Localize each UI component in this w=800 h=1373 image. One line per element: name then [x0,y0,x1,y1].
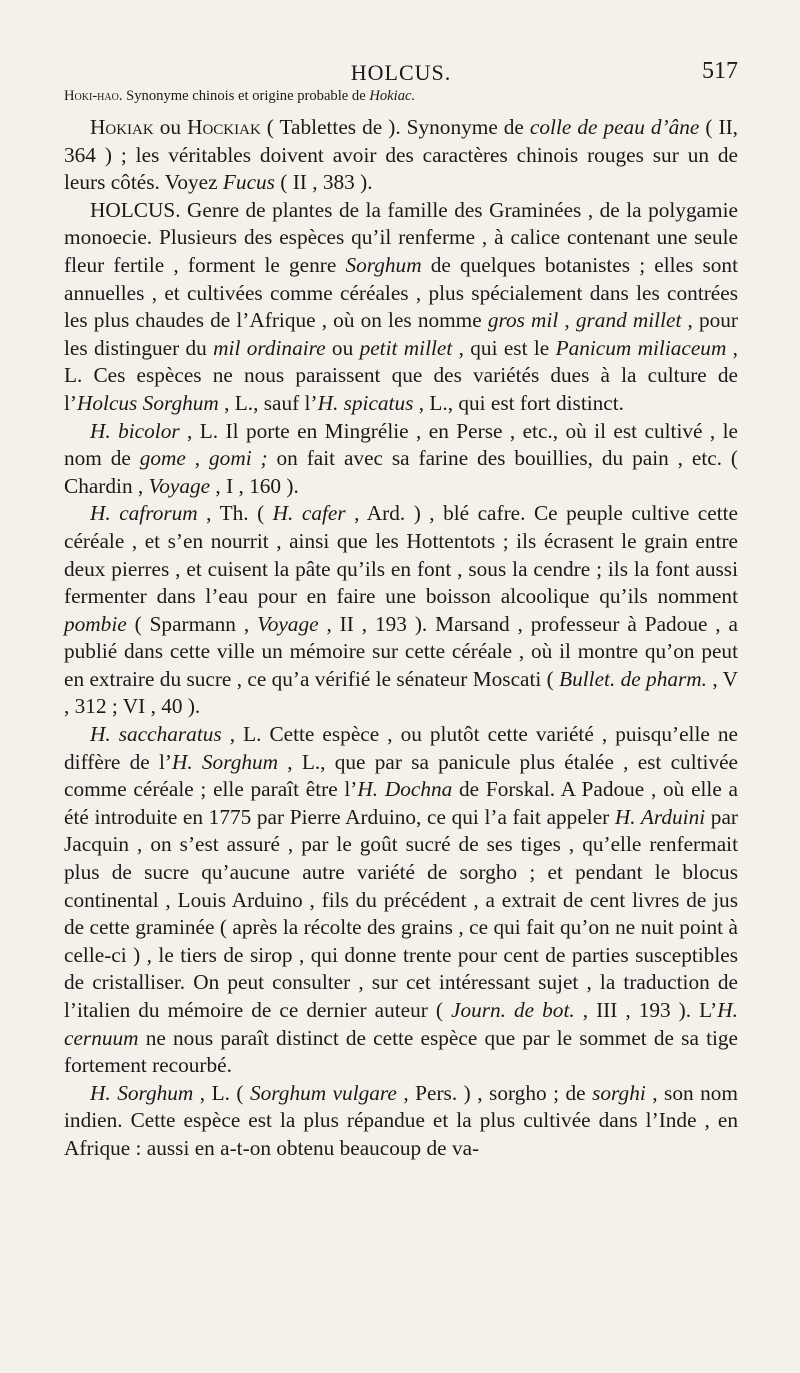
species-name: H. Sorghum [90,1080,194,1105]
italic-term: gome [139,446,186,471]
entry-h-bicolor [64,418,738,501]
italic-term: grand millet [575,308,682,333]
headword: HOLCUS. [90,197,181,222]
entry-hoki-hao [64,86,738,106]
species-name: H. cafrorum [90,501,198,526]
entry-text: on fait avec sa farine des bouillies, du pain , etc. ( Chardin , [64,446,738,498]
entry-text: , [185,446,210,471]
italic-term: Voyage [148,473,211,498]
italic-term: H. cafer [272,501,346,526]
entry-text: , Pers. ) , sorgho ; de [396,1080,593,1105]
headword: Hoki-hao. [64,88,123,104]
entry-text: , pour les distinguer du [64,308,738,360]
entry-text: , Ard. ) , blé cafre. Ce peuple cultive cette céréale , et s’en nourrit , ainsi que les Hottentots ; ils écrasent le grain entre deux pierres , et cuisent la pâte qu’ils en font , sous la cendre ; ils la font aussi fermenter dans l’eau pour en faire une boisson alcoolique qu’ils nomment [64,501,738,609]
entry-holcus [64,197,738,418]
entry-text: ou [325,335,360,360]
italic-term: H. Dochna [357,777,453,802]
entry-text: , L. Il porte en Mingrélie , en Perse , etc., où il est cultivé , le nom de [64,418,738,471]
italic-term: petit millet [359,335,453,360]
headword: Hokiak [90,115,154,139]
entry-text: ne nous paraît distinct de cette espèce que par le sommet de sa tige fortement recourbé. [64,1025,738,1078]
italic-term: Sorghum vulgare [250,1080,397,1105]
italic-term: pombie [64,611,127,636]
italic-term: Panicum miliaceum [555,335,727,360]
italic-term: Sorghum [345,252,422,277]
italic-term: mil ordinaire [213,335,326,360]
entry-text: , L., que par sa panicule plus étalée , est cultivée comme céréale ; elle paraît être l’ [64,749,738,802]
entry-text: , son nom indien. Cette espèce est la plus répandue et la plus cultivée dans l’Inde , en Afrique : aussi en a-t-on obtenu beaucoup de va- [64,1080,738,1160]
italic-term: Bullet. de pharm. [559,666,707,691]
italic-term: colle de peau d’âne [529,115,700,139]
entry-text: ( Tablettes de ). Synonyme de [260,115,530,139]
entry-text: , L. Cette espèce , ou plutôt cette variété , puisqu’elle ne diffère de l’ [64,722,738,774]
entry-hokiak [64,114,738,197]
italic-term: Holcus Sorghum [77,390,219,415]
entry-text: , II , 193 ). Marsand , professeur à Padoue , a publié dans cette ville un mémoire sur cette céréale , où il montre qu’on peut en extraire du sucre , ce qu’a vérifié le sénateur Moscati ( [64,611,738,691]
entry-text: , III , 193 ). L’ [574,998,718,1022]
entry-text: de quelques botanistes ; elles sont annuelles , et cultivées comme céréales , plus spécialement dans les contrées les plus chaudes de l’Afrique , où on les nomme [64,252,738,333]
italic-term: H. Sorghum [171,749,279,774]
italic-term: Hokiac. [369,88,416,104]
italic-term: Journ. de bot. [451,998,575,1022]
italic-term: H. cernuum [64,998,738,1050]
page-number: 517 [702,58,738,84]
italic-term: Fucus [222,170,275,195]
italic-term: H. Arduini [614,804,706,829]
entry-text: ( II , 383 ). [274,170,373,195]
running-head [64,52,738,86]
entry-text: Genre de plantes de la famille des Graminées , de la polygamie monoecie. Plusieurs des espèces qu’il renferme , à calice contenant une seule fleur fertile , forment le genre [64,197,738,277]
entry-text: , L., qui est fort distinct. [413,390,624,415]
entry-text: , L. ( [193,1080,250,1105]
italic-term: sorghi [592,1080,646,1105]
entry-text: , [558,308,576,333]
entry-h-cafrorum [64,500,738,721]
italic-term: Voyage [257,611,319,636]
italic-term: gomi ; [209,446,268,471]
entry-text: ( II, 364 ) ; les véritables doivent avoir des caractères chinois rouges sur un de leurs côtés. Voyez [64,115,738,195]
entry-text: ou [153,115,188,139]
entry-text: , I , 160 ). [210,473,299,498]
entry-text: de Forskal. A Padoue , où elle a été introduite en 1775 par Pierre Arduino, ce qui l’a fait appeler [64,777,738,829]
headword-variant: Hockiak [187,115,261,139]
entry-text: ( Sparmann , [126,611,258,636]
species-name: H. bicolor [90,418,180,443]
italic-term: gros mil [487,308,559,333]
entry-h-sorghum [64,1080,738,1163]
entry-text: Synonyme chinois et origine probable de [122,88,370,104]
entry-text: , L. Ces espèces ne nous paraissent que des variétés dues à la culture de l’ [64,335,738,415]
entry-text: , Th. ( [197,501,273,526]
running-title: HOLCUS. [350,60,452,85]
italic-term: H. spicatus [317,390,414,415]
entry-text: , qui est le [452,335,556,360]
species-name: H. saccharatus [90,722,222,747]
entry-text: par Jacquin , on s’est assuré , par le goût sucré de ses tiges , qu’elle renfermait plus de sucre qu’aucune autre variété de sorgho ; et pendant le blocus continental , Louis Arduino , fils du précédent , a extrait de cent livres de jus de cette graminée ( après la récolte des grains , ce qui fait qu’on ne nuit point à celle-ci ) , le tiers de sirop , qui donne trente pour cent de parties susceptibles de cristalliser. On peut consulter , sur cet intéressant sujet , la traduction de l’italien du mémoire de ce dernier auteur ( [64,804,738,1022]
entry-h-saccharatus [64,721,738,1080]
entry-text: , V , 312 ; VI , 40 ). [64,666,738,719]
entry-text: , L., sauf l’ [218,390,318,415]
